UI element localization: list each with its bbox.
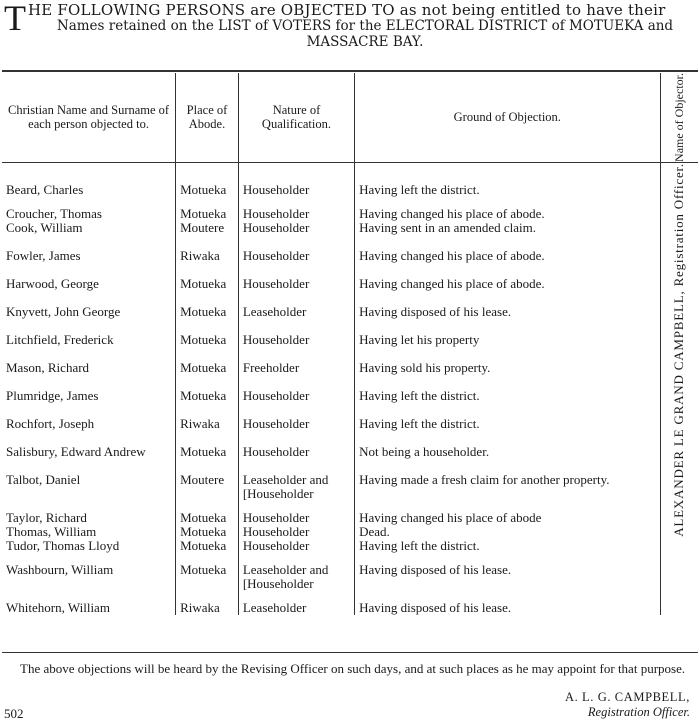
signature-name: A. L. G. CAMPBELL, (564, 690, 690, 704)
cell-abode-line: Motueka (180, 303, 227, 319)
cell-abode (176, 197, 239, 235)
cell-qualification (238, 501, 354, 553)
cell-qualification (238, 431, 354, 459)
cell-qualification-line: Householder (242, 181, 310, 197)
cell-abode (176, 319, 239, 347)
cell-name-line: Mason, Richard (6, 359, 90, 375)
cell-abode (176, 403, 239, 431)
cell-qualification (238, 197, 354, 235)
cell-name (2, 319, 176, 347)
cell-ground (355, 459, 660, 501)
table-row (2, 263, 698, 291)
cell-name (2, 263, 176, 291)
cell-name-line: Harwood, George (6, 275, 99, 291)
cell-qualification (238, 347, 354, 375)
cell-abode (176, 553, 239, 591)
cell-qualification-line: Leaseholder and (242, 561, 329, 577)
cell-abode-line: Motueka (180, 181, 227, 197)
cell-qualification-line: [Householder (242, 485, 314, 501)
column-header-objector-text: Name of Objector. (672, 73, 687, 162)
cell-abode (176, 591, 239, 615)
heading-dropcap: T (4, 0, 26, 38)
cell-name (2, 197, 176, 235)
cell-qualification (238, 591, 354, 615)
cell-ground (355, 263, 660, 291)
cell-abode (176, 431, 239, 459)
cell-name-line: Knyvett, John George (6, 303, 121, 319)
cell-qualification (238, 319, 354, 347)
cell-name (2, 431, 176, 459)
cell-ground-line: Having disposed of his lease. (359, 561, 512, 577)
cell-qualification-line: Householder (242, 537, 310, 553)
cell-ground-line: Not being a householder. (359, 443, 490, 459)
cell-abode (176, 263, 239, 291)
table-row (2, 347, 698, 375)
cell-ground-line: Dead. (359, 523, 390, 539)
cell-name-line: Talbot, Daniel (6, 471, 81, 487)
table-row (2, 591, 698, 615)
table-body (2, 162, 698, 615)
cell-qualification-line: [Householder (242, 575, 314, 591)
table-row (2, 235, 698, 263)
table-row (2, 459, 698, 501)
table-header-row (2, 73, 698, 162)
cell-qualification-line: Householder (242, 415, 310, 431)
column-header-abode: Place of Abode. (176, 73, 239, 162)
heading-line-2: Names retained on the LIST of VOTERS for the ELECTORAL DISTRICT of MOTUEKA and (56, 18, 674, 34)
table-row (2, 319, 698, 347)
cell-abode (176, 375, 239, 403)
cell-abode-line: Riwaka (180, 599, 220, 615)
table-row (2, 553, 698, 591)
cell-name (2, 501, 176, 553)
cell-ground-line: Having changed his place of abode. (359, 247, 545, 263)
cell-ground (355, 375, 660, 403)
cell-name-line: Rochfort, Joseph (6, 415, 95, 431)
table-row (2, 291, 698, 319)
signature-block (565, 690, 690, 720)
cell-qualification (238, 403, 354, 431)
cell-name-line: Fowler, James (6, 247, 81, 263)
cell-name (2, 347, 176, 375)
cell-abode (176, 501, 239, 553)
table-row (2, 162, 698, 197)
cell-ground (355, 403, 660, 431)
column-header-ground: Ground of Objection. (355, 73, 660, 162)
cell-abode (176, 162, 239, 197)
cell-qualification (238, 263, 354, 291)
table-row (2, 431, 698, 459)
objections-table (2, 73, 698, 615)
objector-cell (660, 162, 698, 615)
cell-ground (355, 347, 660, 375)
cell-name-line: Washbourn, William (6, 561, 114, 577)
notice-heading (4, 2, 696, 50)
cell-qualification-line: Leaseholder (242, 599, 307, 615)
page-number: 502 (4, 706, 24, 721)
table-row (2, 197, 698, 235)
cell-name-line: Cook, William (6, 219, 83, 235)
cell-ground (355, 591, 660, 615)
cell-name (2, 459, 176, 501)
cell-ground-line: Having disposed of his lease. (359, 599, 512, 615)
cell-qualification-line: Householder (242, 523, 310, 539)
footnote: The above objections will be heard by the Revising Officer on such days, and at such places as he may appoint for that purpose. (20, 661, 686, 676)
cell-name (2, 375, 176, 403)
cell-name (2, 403, 176, 431)
cell-name-line: Litchfield, Frederick (6, 331, 114, 347)
cell-name (2, 553, 176, 591)
column-header-name: Christian Name and Surname of each person objected to. (2, 73, 176, 162)
bottom-rule (2, 652, 698, 653)
signature-title: Registration Officer. (587, 705, 690, 719)
cell-ground (355, 162, 660, 197)
cell-abode-line: Motueka (180, 523, 227, 539)
cell-ground (355, 319, 660, 347)
cell-ground (355, 197, 660, 235)
cell-ground-line: Having sold his property. (359, 359, 491, 375)
cell-qualification (238, 291, 354, 319)
cell-name (2, 591, 176, 615)
cell-abode-line: Riwaka (180, 247, 220, 263)
cell-abode-line: Motueka (180, 443, 227, 459)
cell-qualification-line: Householder (242, 443, 310, 459)
cell-ground (355, 553, 660, 591)
cell-abode-line: Motueka (180, 387, 227, 403)
cell-name-line: Taylor, Richard (6, 509, 87, 525)
cell-qualification-line: Householder (242, 247, 310, 263)
cell-qualification-line: Householder (242, 331, 310, 347)
cell-abode-line: Motueka (180, 561, 227, 577)
cell-qualification-line: Householder (242, 509, 310, 525)
cell-ground-line: Having left the district. (359, 181, 480, 197)
cell-abode-line: Motueka (180, 359, 227, 375)
top-rule (2, 70, 698, 72)
heading-line-1: HE FOLLOWING PERSONS are OBJECTED TO as not being entitled to have their (28, 1, 666, 19)
cell-ground-line: Having left the district. (359, 387, 480, 403)
cell-qualification-line: Householder (242, 219, 310, 235)
table-row (2, 403, 698, 431)
cell-abode-line: Moutere (180, 219, 225, 235)
objector-name: ALEXANDER LE GRAND CAMPBELL, Registration Officer. (671, 162, 687, 537)
cell-ground (355, 501, 660, 553)
cell-ground-line: Having left the district. (359, 415, 480, 431)
cell-ground-line: Having made a fresh claim for another property. (359, 471, 610, 487)
cell-abode (176, 459, 239, 501)
cell-ground (355, 431, 660, 459)
cell-abode-line: Motueka (180, 205, 227, 221)
cell-abode-line: Motueka (180, 509, 227, 525)
column-header-qualification: Nature of Qualification. (238, 73, 354, 162)
cell-name-line: Whitehorn, William (6, 599, 110, 615)
cell-ground-line: Having sent in an amended claim. (359, 219, 536, 235)
cell-ground-line: Having changed his place of abode. (359, 275, 545, 291)
cell-qualification-line: Householder (242, 205, 310, 221)
cell-ground-line: Having left the district. (359, 537, 480, 553)
cell-abode-line: Motueka (180, 537, 227, 553)
cell-qualification (238, 235, 354, 263)
column-header-objector (660, 73, 698, 162)
cell-ground-line: Having changed his place of abode (359, 509, 542, 525)
cell-name (2, 235, 176, 263)
cell-qualification (238, 553, 354, 591)
cell-abode-line: Moutere (180, 471, 225, 487)
cell-name-line: Thomas, William (6, 523, 97, 539)
cell-ground (355, 235, 660, 263)
cell-ground-line: Having disposed of his lease. (359, 303, 512, 319)
table-row (2, 501, 698, 553)
cell-qualification-line: Leaseholder (242, 303, 307, 319)
cell-qualification (238, 375, 354, 403)
cell-ground (355, 291, 660, 319)
cell-name-line: Salisbury, Edward Andrew (6, 443, 146, 459)
cell-qualification-line: Householder (242, 275, 310, 291)
cell-name-line: Tudor, Thomas Lloyd (6, 537, 120, 553)
cell-abode-line: Motueka (180, 275, 227, 291)
cell-qualification (238, 459, 354, 501)
cell-name (2, 291, 176, 319)
heading-line-3: MASSACRE BAY. (306, 34, 424, 50)
cell-qualification-line: Householder (242, 387, 310, 403)
cell-abode-line: Riwaka (180, 415, 220, 431)
table-row (2, 375, 698, 403)
cell-name-line: Croucher, Thomas (6, 205, 102, 221)
cell-qualification (238, 162, 354, 197)
cell-qualification-line: Leaseholder and (242, 471, 329, 487)
cell-ground-line: Having let his property (359, 331, 480, 347)
cell-abode (176, 235, 239, 263)
cell-abode (176, 291, 239, 319)
cell-name (2, 162, 176, 197)
cell-abode (176, 347, 239, 375)
cell-name-line: Beard, Charles (6, 181, 84, 197)
cell-abode-line: Motueka (180, 331, 227, 347)
cell-ground-line: Having changed his place of abode. (359, 205, 545, 221)
cell-qualification-line: Freeholder (242, 359, 300, 375)
cell-name-line: Plumridge, James (6, 387, 99, 403)
